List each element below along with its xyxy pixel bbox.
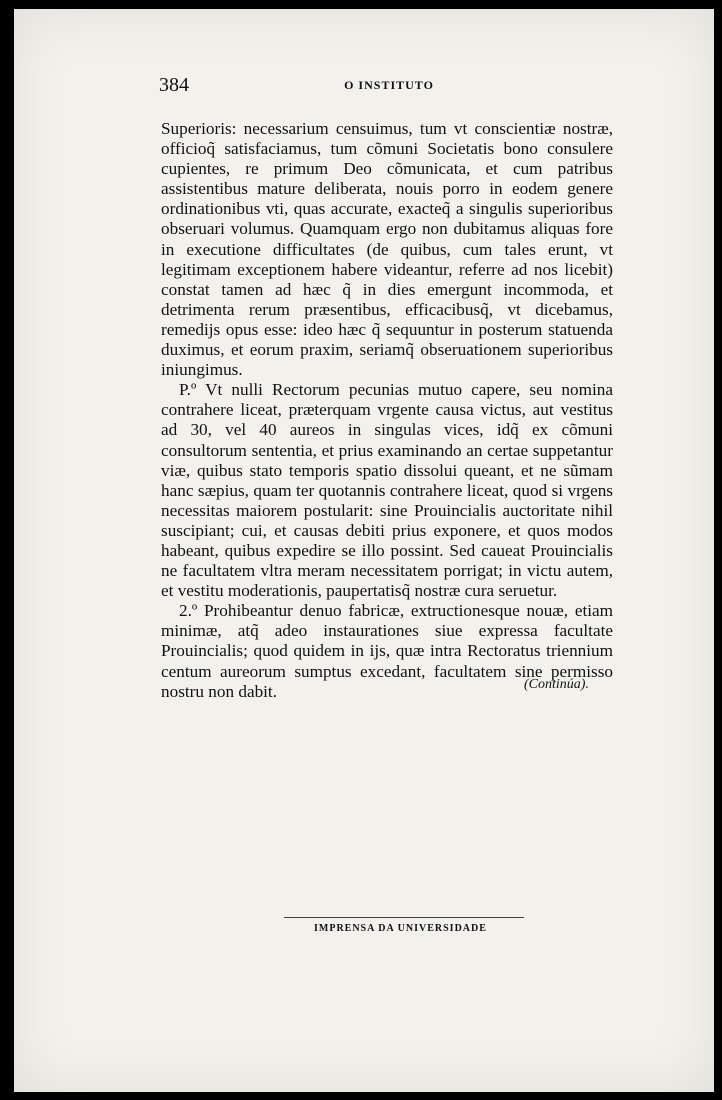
footer-rule: [284, 917, 524, 918]
page-header: [159, 74, 619, 98]
page-number: 384: [159, 74, 189, 96]
continuation-note: (Continúa).: [524, 677, 589, 692]
scanned-page: [14, 9, 714, 1092]
running-head: O INSTITUTO: [344, 78, 434, 92]
paragraph-3: 2.º Prohibeantur denuo fabricæ, extructionesque nouæ, etiam minimæ, atq̃ adeo instaurationes siue expressa facultate Prouincialis; quod quidem in ijs, quæ intra Rectoratus triennium centum aureorum sumptus excedant, facultatem sine permisso nostru non dabit.: [161, 601, 613, 701]
paragraph-1: Superioris: necessarium censuimus, tum vt conscientiæ nostræ, officioq̃ satisfaciamus, tum cõmuni Societatis bono consulere cupientes, re primum Deo cõmunicata, et cum patribus assistentibus mature deliberata, nouis porro in eodem genere ordinationibus vti, quas accurate, exacteq̃ a singulis superioribus obseruari volumus. Quamquam ergo non dubitamus aliquas fore in executione difficultates (de quibus, cum tales erunt, vt legitimam exceptionem habere videantur, referre ad nos licebit) constat tamen ad hæc q̃ in dies emergunt incommoda, et detrimenta rerum præsentibus, efficacibusq̃, vt dicebamus, remedijs opus esse: ideo hæc q̃ sequuntur in posterum statuenda duximus, et eorum praxim, seriamq̃ obseruationem superioribus iniungimus.: [161, 119, 613, 380]
paragraph-2: P.º Vt nulli Rectorum pecunias mutuo capere, seu nomina contrahere liceat, præterquam vrgente causa victus, aut vestitus ad 30, vel 40 aureos in singulas vices, idq̃ ex cõmuni consultorum sententia, et prius examinando an certae suppetantur viæ, quibus stato temporis spatio dissolui queant, et ne sũmam hanc sæpius, quam ter quotannis contrahere liceat, quod si vrgens necessitas maiorem postularit: sine Prouincialis auctoritate nihil suscipiant; cui, et causas debiti prius exponere, et quos modos habeant, quibus expedire se illo possint. Sed caueat Prouincialis ne facultatem vltra meram necessitatem porrigat; in victu autem, et vestitu moderationis, paupertatisq̃ nostræ cura seruetur.: [161, 380, 613, 601]
imprint: IMPRENSA DA UNIVERSIDADE: [314, 923, 487, 934]
body-text: [161, 119, 613, 702]
